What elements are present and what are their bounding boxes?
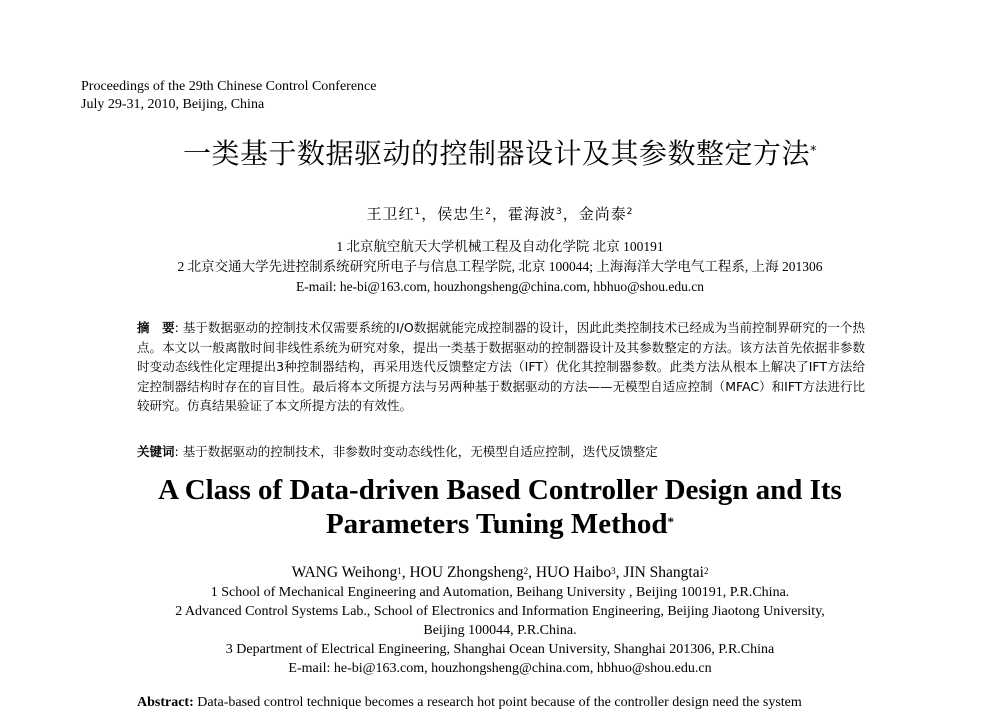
chinese-affiliation-line: 2 北京交通大学先进控制系统研究所电子与信息工程学院, 北京 100044; 上海海洋大学电气工程系, 上海 201306 bbox=[177, 259, 823, 274]
english-author: HOU Zhongsheng bbox=[409, 564, 524, 581]
chinese-affiliations bbox=[0, 237, 1000, 297]
chinese-title-footnote-mark: * bbox=[810, 144, 817, 159]
english-author: HUO Haibo bbox=[535, 564, 612, 581]
author-separator: , bbox=[615, 564, 624, 581]
english-affiliation-line: 2 Advanced Control Systems Lab., School of Electronics and Information Engineering, Beijing Jiaotong University, bbox=[175, 604, 825, 619]
english-title-line-2 bbox=[0, 507, 1000, 541]
author-affiliation-mark: 2 bbox=[626, 207, 634, 217]
proceedings-date-location: July 29-31, 2010, Beijing, China bbox=[81, 97, 265, 112]
english-email-line: E-mail: he-bi@163.com, houzhongsheng@china.com, hbhuo@shou.edu.cn bbox=[288, 661, 712, 676]
author-separator: , bbox=[528, 564, 536, 581]
author-affiliation-mark: 1 bbox=[414, 207, 422, 217]
english-title-line: A Class of Data-driven Based Controller Design and Its bbox=[158, 474, 842, 506]
english-affiliation-line: 1 School of Mechanical Engineering and Automation, Beihang University , Beijing 100191, P.R.China. bbox=[210, 585, 790, 600]
author-affiliation-mark: 3 bbox=[556, 207, 563, 217]
english-author-list bbox=[0, 563, 1000, 583]
author-affiliation-mark: 3 bbox=[611, 566, 616, 576]
chinese-keywords-label: 关键词 bbox=[137, 444, 175, 459]
author-affiliation-mark: 1 bbox=[397, 566, 402, 576]
english-abstract-label: Abstract: bbox=[137, 695, 194, 710]
english-title bbox=[0, 473, 1000, 541]
chinese-title-text: 一类基于数据驱动的控制器设计及其参数整定方法 bbox=[182, 137, 810, 170]
english-title-footnote-mark: * bbox=[667, 514, 675, 529]
chinese-author: 霍海波 bbox=[508, 205, 557, 223]
chinese-author: 金尚泰 bbox=[578, 205, 627, 223]
english-abstract-text: Data-based control technique becomes a research hot point because of the controller design need the system bbox=[193, 695, 802, 710]
author-affiliation-mark: 2 bbox=[485, 207, 492, 217]
english-author: WANG Weihong bbox=[291, 564, 398, 581]
chinese-title bbox=[0, 136, 1000, 172]
chinese-author: 侯忠生 bbox=[437, 205, 486, 223]
author-separator: ， bbox=[491, 205, 508, 223]
chinese-keywords bbox=[137, 442, 865, 461]
english-affiliation-line: 3 Department of Electrical Engineering, Shanghai Ocean University, Shanghai 201306, P.R.China bbox=[225, 642, 775, 657]
author-affiliation-mark: 2 bbox=[523, 566, 529, 576]
chinese-author: 王卫红 bbox=[366, 205, 415, 223]
english-title-line: Parameters Tuning Method bbox=[325, 508, 668, 540]
chinese-affiliation-line: 1 北京航空航天大学机械工程及自动化学院 北京 100191 bbox=[336, 239, 664, 254]
english-affiliations bbox=[0, 583, 1000, 678]
chinese-keywords-text: : 基于数据驱动的控制技术，非参数时变动态线性化，无模型自适应控制，迭代反馈整定 bbox=[174, 444, 658, 459]
author-separator: ， bbox=[562, 205, 579, 223]
author-separator: , bbox=[401, 564, 410, 581]
chinese-abstract bbox=[137, 318, 865, 416]
chinese-email-line: E-mail: he-bi@163.com, houzhongsheng@china.com, hbhuo@shou.edu.cn bbox=[295, 279, 705, 294]
proceedings-header bbox=[81, 78, 376, 114]
author-separator: ， bbox=[421, 205, 438, 223]
chinese-author-list bbox=[0, 204, 1000, 224]
english-author: JIN Shangtai bbox=[623, 564, 704, 581]
proceedings-name: Proceedings of the 29th Chinese Control Conference bbox=[81, 79, 377, 94]
chinese-abstract-text: : 基于数据驱动的控制技术仅需要系统的I/O数据就能完成控制器的设计，因此此类控制技术已经成为当前控制界研究的一个热点。本文以一般离散时间非线性系统为研究对象，提出一类基于数据驱动的控制器设计及其参数整定的方法。该方法首先依据非参数时变动态线性化定理提出3种控制器结构，再采用迭代反馈整定方法（IFT）优化其控制器参数。此类方法从根本上解决了IFT方法给定控制器结构时存在的盲目性。最后将本文所提方法与另两种基于数据驱动的方法——无模型自适应控制（MFAC）和IFT方法进行比较研究。仿真结果验证了本文所提方法的有效性。 bbox=[137, 320, 865, 413]
english-affiliation-line: Beijing 100044, P.R.China. bbox=[423, 623, 577, 638]
english-abstract bbox=[137, 694, 877, 712]
author-affiliation-mark: 2 bbox=[703, 566, 709, 576]
chinese-abstract-label: 摘 要 bbox=[137, 320, 175, 335]
